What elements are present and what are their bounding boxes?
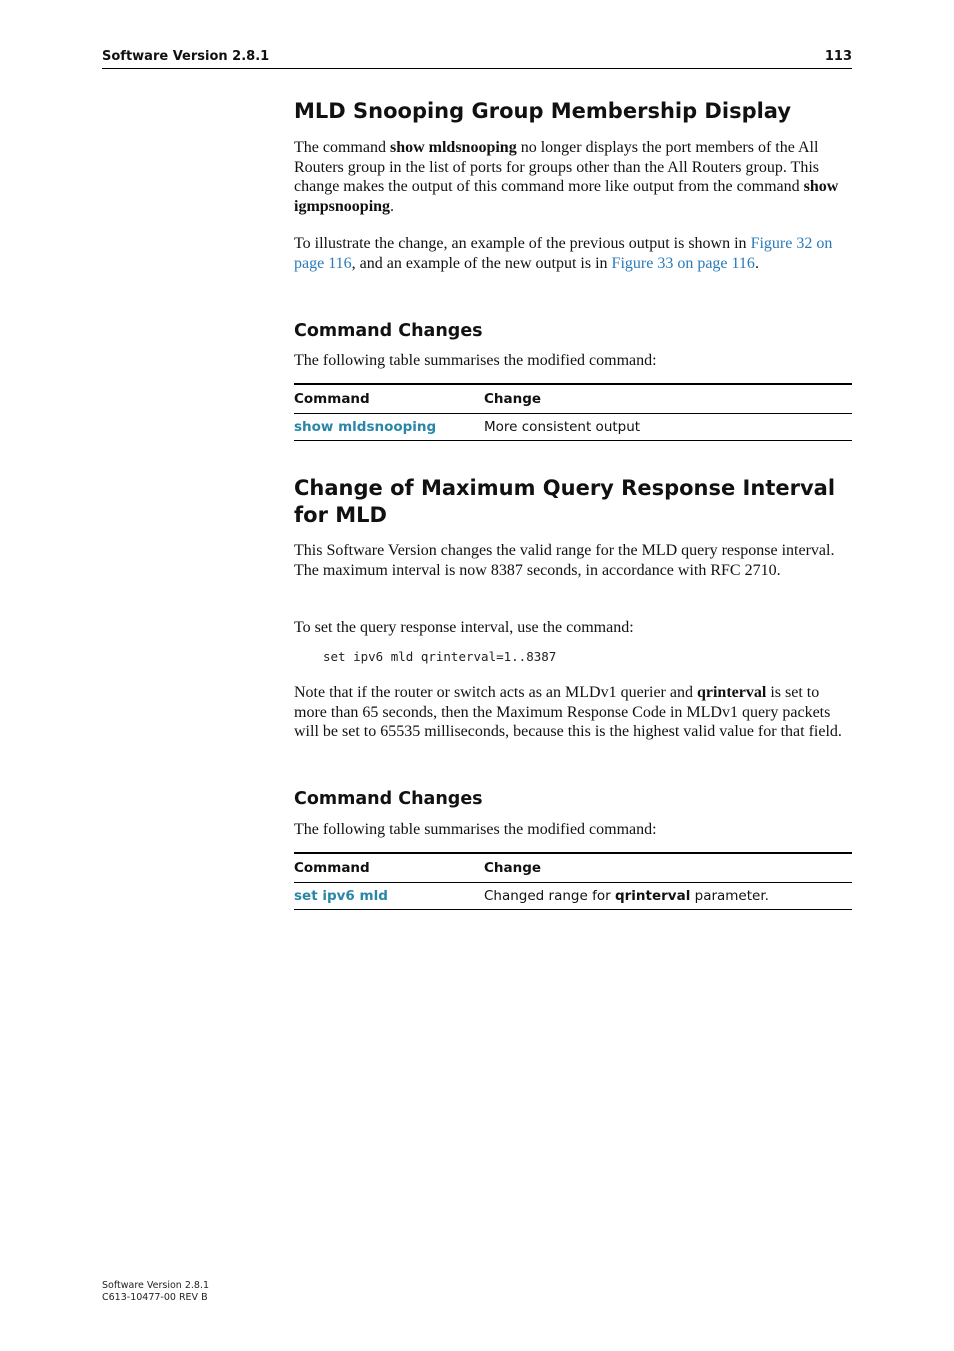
paragraph-show-mldsnooping: The command show mldsnooping no longer displays the port members of the All Routers group in the list of ports for groups other than the All Routers group. This change makes the output of this command more like output from the command show igmpsnooping. <box>294 139 839 215</box>
command-show-mldsnooping: show mldsnooping <box>389 139 517 156</box>
paragraph-set-interval: To set the query response interval, use the command: <box>294 619 634 636</box>
command-changes-table-2 <box>294 852 852 910</box>
column-header-change: Change <box>484 384 852 414</box>
table-header-row <box>294 384 852 414</box>
paragraph-illustrate-change: To illustrate the change, an example of the previous output is shown in Figure 32 on page 116, and an example of the new output is in Figure 33 on page 116. <box>294 235 833 272</box>
table-row <box>294 414 852 441</box>
header-software-version: Software Version 2.8.1 <box>102 49 270 64</box>
subheading-command-changes-1: Command Changes <box>294 321 483 341</box>
param-qrinterval: qrinterval <box>614 887 691 904</box>
command-link-set-ipv6-mld[interactable]: set ipv6 mld <box>294 883 484 910</box>
subheading-command-changes-2: Command Changes <box>294 789 483 809</box>
code-example: set ipv6 mld qrinterval=1..8387 <box>323 649 557 664</box>
page-footer <box>102 1280 209 1304</box>
footer-software-version: Software Version 2.8.1 <box>102 1280 210 1291</box>
column-header-change: Change <box>484 853 852 883</box>
paragraph-mldv1-note: Note that if the router or switch acts as an MLDv1 querier and qrinterval is set to more than 65 seconds, then the Maximum Response Code in MLDv1 query packets will be set to 65535 milliseconds, because this is the highest valid value for that field. <box>294 684 842 740</box>
table-intro-1: The following table summarises the modified command: <box>294 352 657 369</box>
link-figure-32[interactable]: Figure 32 on page 116 <box>294 235 833 272</box>
param-qrinterval: qrinterval <box>696 684 767 701</box>
link-figure-33[interactable]: Figure 33 on page 116 <box>611 254 755 272</box>
command-link-show-mldsnooping[interactable]: show mldsnooping <box>294 414 484 441</box>
paragraph-valid-range: This Software Version changes the valid range for the MLD query response interval. The maximum interval is now 8387 seconds, in accordance with RFC 2710. <box>294 542 835 579</box>
column-header-command: Command <box>294 384 484 414</box>
page-number: 113 <box>824 49 852 64</box>
section-title-max-query-response: Change of Maximum Query Response Interval for MLD <box>294 476 836 527</box>
change-cell: More consistent output <box>484 414 852 441</box>
command-show-igmpsnooping: show igmpsnooping <box>294 178 839 215</box>
change-cell: Changed range for qrinterval parameter. <box>484 883 852 910</box>
running-header <box>102 48 852 69</box>
footer-doc-number: C613-10477-00 REV B <box>102 1292 208 1303</box>
section-title-mld-snooping: MLD Snooping Group Membership Display <box>294 99 792 123</box>
table-row <box>294 883 852 910</box>
table-intro-2: The following table summarises the modified command: <box>294 821 657 838</box>
command-changes-table-1 <box>294 383 852 441</box>
table-header-row <box>294 853 852 883</box>
column-header-command: Command <box>294 853 484 883</box>
